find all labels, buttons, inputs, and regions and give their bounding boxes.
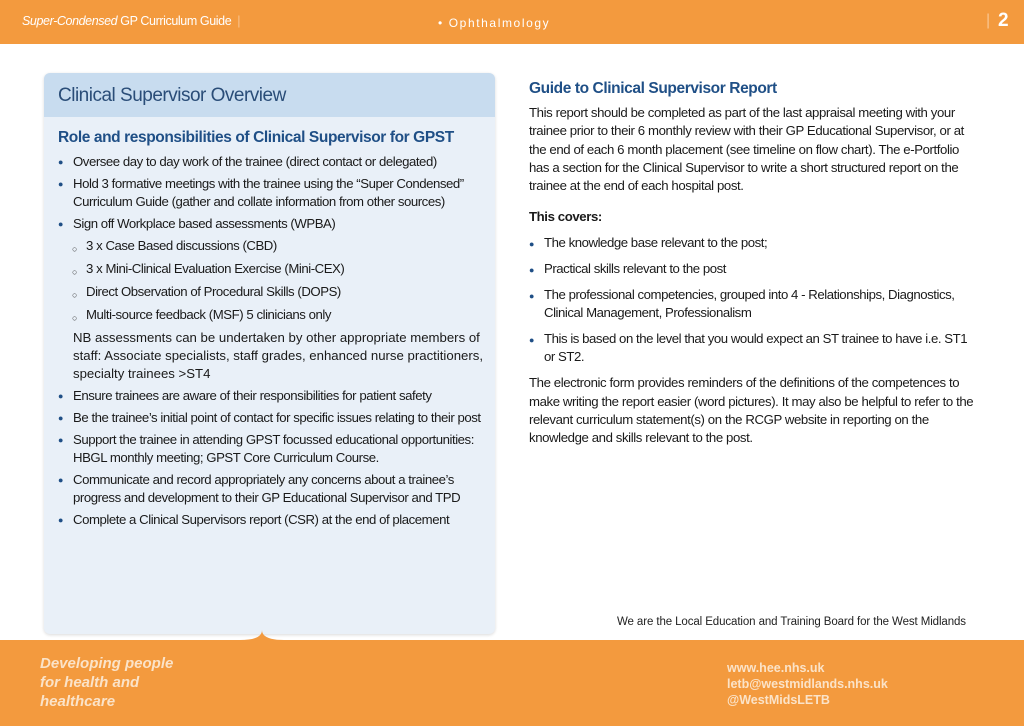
report-guide	[529, 80, 974, 448]
overview-card	[44, 73, 495, 634]
email-link[interactable]: letb@westmidlands.nhs.uk	[727, 677, 888, 691]
list-item: ● Sign off Workplace based assessments (WPBA)	[58, 215, 483, 233]
guide-title-rest: GP Curriculum Guide	[117, 14, 232, 28]
header-bar	[0, 0, 1024, 44]
footer-curve	[0, 630, 1024, 650]
letb-statement: We are the Local Education and Training Board for the West Midlands	[617, 616, 966, 628]
sub-list-item: ○ Direct Observation of Procedural Skills (DOPS)	[58, 283, 483, 301]
tagline-line: healthcare	[40, 693, 116, 710]
section-title: • Ophthalmology	[438, 16, 551, 30]
twitter-handle[interactable]: @WestMidsLETB	[727, 693, 830, 707]
guide-title-italic: Super-Condensed	[22, 14, 118, 28]
list-item: ● Practical skills relevant to the post	[529, 260, 974, 278]
list-item: ● Hold 3 formative meetings with the trainee using the “Super Condensed” Curriculum Guide (gather and collate information from other sources)	[58, 175, 483, 211]
list-item: ● Be the trainee’s initial point of contact for specific issues relating to their post	[58, 409, 483, 427]
list-item: ● Oversee day to day work of the trainee (direct contact or delegated)	[58, 153, 483, 171]
list-item: ● The knowledge base relevant to the post;	[529, 234, 974, 252]
sub-list-item: ○ 3 x Mini-Clinical Evaluation Exercise (Mini-CEX)	[58, 260, 483, 278]
sub-list-item: ○ 3 x Case Based discussions (CBD)	[58, 237, 483, 255]
report-guide-closing: The electronic form provides reminders of the definitions of the competences to make writing the report easier (word pictures). It may also be helpful to refer to the relevant curriculum statement(s) on the RCGP website in reporting on the knowledge and skills relevant to the post.	[529, 375, 974, 446]
footer-bar	[0, 640, 1024, 726]
list-item: ● Communicate and record appropriately any concerns about a trainee’s progress and development to their GP Educational Supervisor and TPD	[58, 471, 483, 507]
report-guide-heading: Guide to Clinical Supervisor Report	[529, 80, 777, 97]
list-item: ● Ensure trainees are aware of their responsibilities for patient safety	[58, 387, 483, 405]
list-item: ● The professional competencies, grouped into 4 - Relationships, Diagnostics, Clinical Management, Professionalism	[529, 286, 974, 322]
page-separator: |	[986, 12, 991, 29]
report-guide-intro: This report should be completed as part of the last appraisal meeting with your trainee prior to their 6 monthly review with their GP Educational Supervisor, or at the end of each 6 month placement (see timeline on flow chart). The e-Portfolio has a section for the Clinical Supervisor to write a short structured report on the trainee at the end of each hospital post.	[529, 105, 964, 194]
covers-label: This covers:	[529, 209, 602, 225]
assessment-note: NB assessments can be undertaken by other appropriate members of staff: Associate specialists, staff grades, enhanced nurse practitioners, specialty trainees >ST4	[73, 330, 484, 381]
footer-tagline	[40, 654, 173, 711]
covers-list	[529, 234, 974, 366]
list-item: ● This is based on the level that you would expect an ST trainee to have i.e. ST1 or ST2.	[529, 330, 974, 366]
website-link[interactable]: www.hee.nhs.uk	[727, 661, 825, 675]
tagline-line: for health and	[40, 674, 140, 691]
overview-heading: Clinical Supervisor Overview	[44, 73, 495, 117]
sub-list-item: ○ Multi-source feedback (MSF) 5 clinicians only	[58, 306, 483, 324]
guide-title	[22, 14, 240, 28]
list-item: ● Support the trainee in attending GPST focussed educational opportunities: HBGL monthly meeting; GPST Core Curriculum Course.	[58, 431, 483, 467]
responsibilities-list	[58, 153, 483, 529]
list-item: ● Complete a Clinical Supervisors report (CSR) at the end of placement	[58, 511, 483, 529]
overview-subheading: Role and responsibilities of Clinical Supervisor for GPST	[58, 129, 454, 146]
page-number: 2	[998, 10, 1009, 31]
header-separator: |	[237, 14, 241, 28]
tagline-line: Developing people	[40, 655, 174, 672]
footer-contact	[727, 660, 888, 708]
